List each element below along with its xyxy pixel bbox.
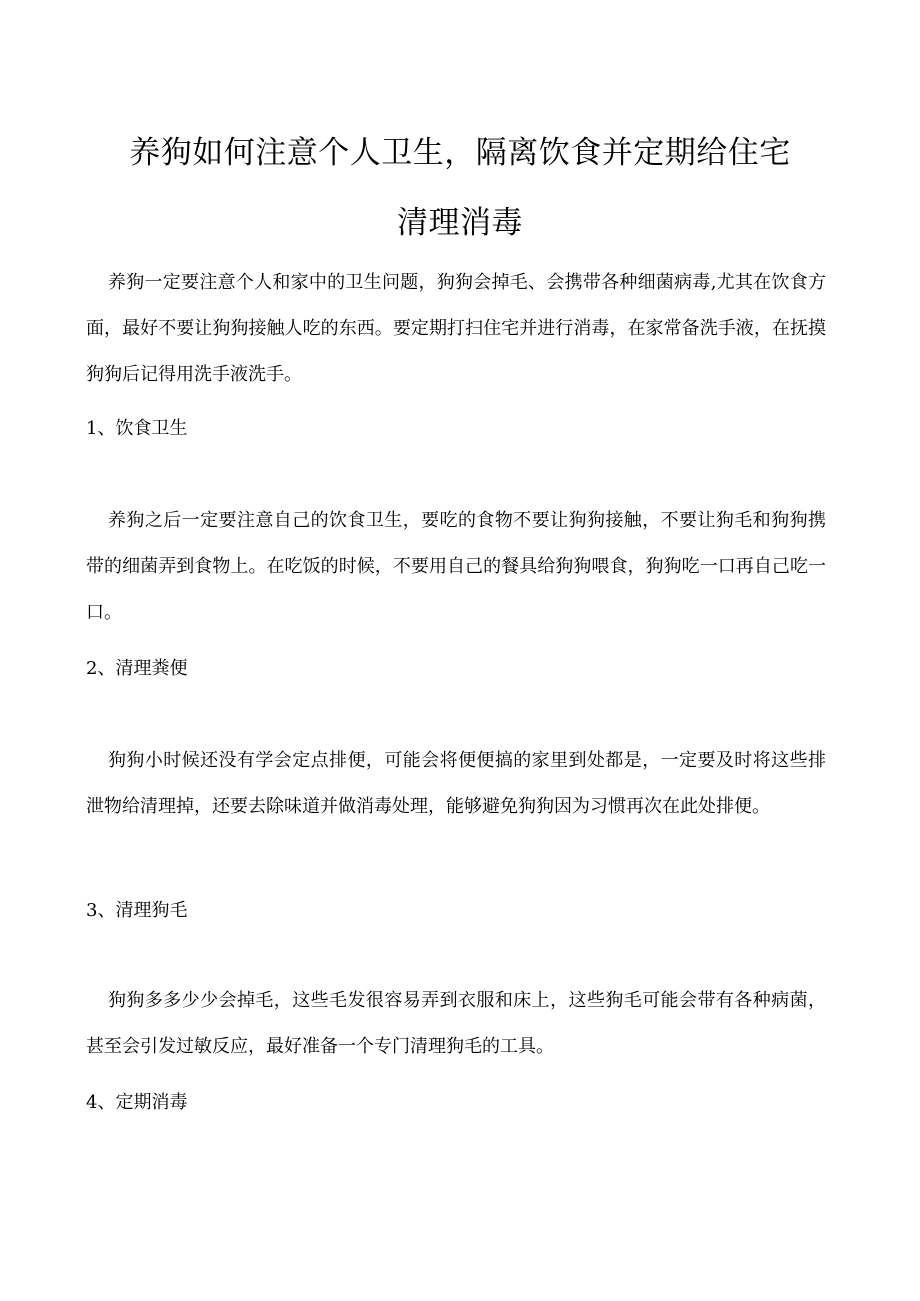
intro-paragraph: 养狗一定要注意个人和家中的卫生问题，狗狗会掉毛、会携带各种细菌病毒,尤其在饮食方面，最好不要让狗狗接触人吃的东西。要定期打扫住宅并进行消毒，在家常备洗手液，在抚摸狗狗后记得用洗手液洗手。 (86, 272, 826, 385)
section-heading-diet: 1、饮食卫生 (86, 418, 188, 439)
title-line-1: 养狗如何注意个人卫生，隔离饮食并定期给住宅 (129, 135, 791, 171)
section-heading-disinfect: 4、定期消毒 (86, 1092, 188, 1113)
section-body-feces: 狗狗小时候还没有学会定点排便，可能会将便便搞的家里到处都是，一定要及时将这些排泄物给清理掉，还要去除味道并做消毒处理，能够避免狗狗因为习惯再次在此处排便。 (86, 750, 826, 817)
title-line-2: 清理消毒 (397, 205, 523, 241)
section-heading-fur: 3、清理狗毛 (86, 900, 188, 921)
section-heading-feces: 2、清理粪便 (86, 658, 188, 679)
section-body-fur: 狗狗多多少少会掉毛，这些毛发很容易弄到衣服和床上，这些狗毛可能会带有各种病菌，甚至会引发过敏反应，最好准备一个专门清理狗毛的工具。 (86, 990, 826, 1057)
section-body-diet: 养狗之后一定要注意自己的饮食卫生，要吃的食物不要让狗狗接触，不要让狗毛和狗狗携带的细菌弄到食物上。在吃饭的时候，不要用自己的餐具给狗狗喂食，狗狗吃一口再自己吃一口。 (86, 510, 826, 623)
